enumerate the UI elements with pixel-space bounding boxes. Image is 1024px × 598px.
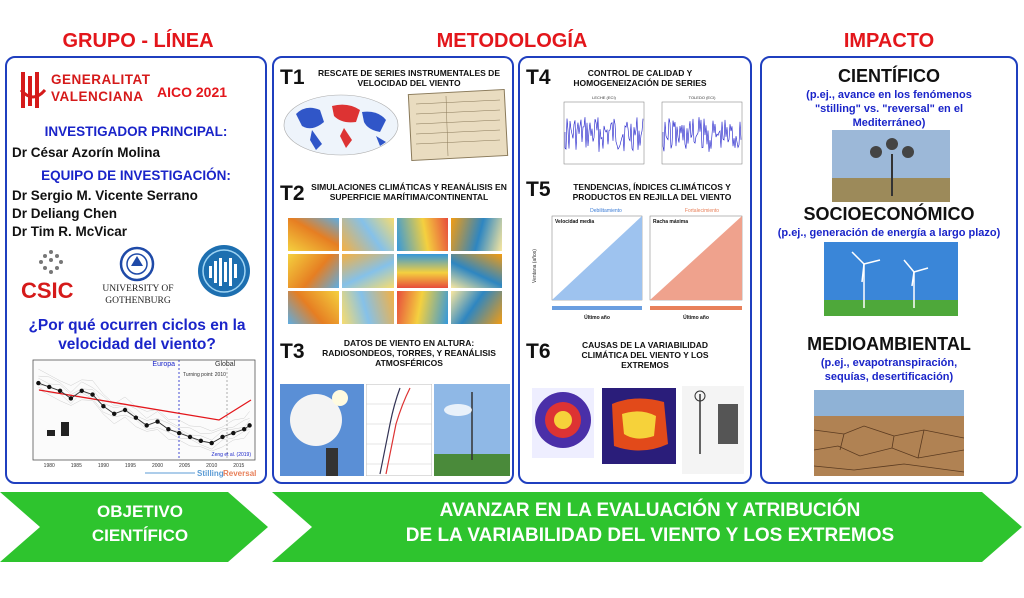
t5-right-title: Racha máxima: [653, 219, 689, 225]
project-label: AICO 2021: [157, 84, 228, 100]
t4-text: CONTROL DE CALIDAD Y HOMOGENEIZACIÓN DE SERIES: [573, 68, 707, 88]
impact-medio-heading: MEDIOAMBIENTAL: [807, 334, 971, 354]
t1-world-map-image: [282, 92, 400, 158]
team-member-2: Dr Deliang Chen: [12, 206, 118, 221]
impact-socio-sub: (p.ej., generación de energía a largo plazo): [777, 227, 1001, 239]
t2-text: SIMULACIONES CLIMÁTICAS Y REANÁLISIS EN SUPERFICIE MARÍTIMA/CONTINENTAL: [311, 182, 507, 202]
chart-xtick-label: 2005: [179, 463, 191, 469]
t6-attribution-images: [532, 384, 746, 476]
generalitat-line2: VALENCIANA: [51, 89, 144, 104]
column-title-grupo: GRUPO - LÍNEA: [62, 30, 214, 52]
t5-number: T5: [526, 178, 551, 201]
grupo-panel: [5, 56, 267, 484]
t6-text: CAUSAS DE LA VARIABILIDAD CLIMÁTICA DEL VIENTO Y LOS EXTREMOS: [581, 340, 709, 370]
t2-map-tile: [451, 291, 502, 324]
csic-logo-icon: [31, 248, 71, 276]
generalitat-line1: GENERALITAT: [51, 72, 151, 87]
chart-xtick-label: 1985: [70, 463, 82, 469]
chart-xtick-label: 2010: [206, 463, 218, 469]
turning-point-note: Turning point: 2010: [183, 372, 226, 378]
chart-point: [155, 419, 159, 423]
impact-cientifico-sub: (p.ej., avance en los fenómenos "stilling" vs. "reversal" en el Mediterráneo): [806, 89, 972, 129]
chart-point: [242, 427, 246, 431]
t2-map-tile: [288, 291, 339, 324]
t5-xlabel-left: Último año: [584, 315, 610, 321]
chart-point: [209, 441, 213, 445]
t5-text: TENDENCIAS, ÍNDICES CLIMÁTICOS Y PRODUCTOS EN REJILLA DEL VIENTO: [572, 182, 732, 202]
t3-number: T3: [280, 340, 305, 363]
t5-weak-label: Debilitamiento: [590, 208, 622, 214]
chart-point: [177, 431, 181, 435]
t1-ledger-image: [406, 88, 510, 162]
chart-credit: Zeng et al. (2019): [211, 452, 251, 458]
team-label: EQUIPO DE INVESTIGACIÓN:: [41, 168, 231, 183]
chart-xtick-label: 1995: [124, 463, 137, 469]
impacto-panel: [760, 56, 1018, 484]
chart-xtick-label: 1990: [97, 463, 109, 469]
t4-plot2-title: TOLEDO (ECI): [688, 95, 716, 100]
gothenburg-line1: UNIVERSITY OF: [102, 284, 174, 294]
t2-map-tile: [342, 218, 393, 251]
chart-point: [231, 431, 235, 435]
objective-main-line1: AVANZAR EN LA EVALUACIÓN Y ATRIBUCIÓN: [439, 500, 861, 521]
pi-name: Dr César Azorín Molina: [12, 145, 161, 160]
chart-point: [166, 427, 170, 431]
team-member-3: Dr Tim R. McVicar: [12, 224, 128, 239]
chart-point: [134, 415, 138, 419]
bar-before-tp: [47, 430, 55, 436]
t5-ylabel: Ventana (años): [532, 249, 538, 283]
t3-radiosonde-image: [280, 384, 364, 476]
t2-map-tile: [397, 254, 448, 287]
t2-map-tile: [342, 291, 393, 324]
chart-point: [90, 392, 94, 396]
legend-global: Global: [215, 361, 236, 368]
gothenburg-seal-icon: [119, 246, 155, 282]
objective-main-line2: DE LA VARIABILIDAD DEL VIENTO Y LOS EXTREMOS: [405, 525, 895, 546]
reversal-label: Reversal: [223, 469, 257, 478]
chart-point: [47, 385, 51, 389]
t3-skewt-image: [366, 384, 432, 476]
chart-point: [188, 435, 192, 439]
impact-cientifico-heading: CIENTÍFICO: [838, 66, 940, 86]
chart-point: [220, 435, 224, 439]
t1-text: RESCATE DE SERIES INSTRUMENTALES DE VELOCIDAD DEL VIENTO: [318, 68, 500, 88]
column-title-impacto: IMPACTO: [843, 30, 935, 52]
wind-trend-chart: [15, 356, 261, 480]
t2-number: T2: [280, 182, 305, 205]
chart-point: [247, 423, 251, 427]
chart-point: [69, 396, 73, 400]
pi-label: INVESTIGADOR PRINCIPAL:: [44, 124, 228, 139]
t3-text: DATOS DE VIENTO EN ALTURA: RADIOSONDEOS, TORRES, Y REANÁLISIS ATMOSFÉRICOS: [322, 338, 496, 368]
t5-strong-label: Fortalecimiento: [684, 208, 720, 214]
chart-xtick-label: 2000: [151, 463, 164, 469]
t4-number: T4: [526, 66, 551, 89]
chart-point: [145, 423, 149, 427]
column-title-metodologia: METODOLOGÍA: [436, 30, 588, 52]
t2-map-tile: [288, 254, 339, 287]
t6-number: T6: [526, 340, 551, 363]
chart-point: [112, 412, 116, 416]
csiro-label: [197, 86, 251, 87]
t2-map-tile: [451, 254, 502, 287]
t5-trend-matrices: [532, 206, 748, 324]
anemometer-image: [832, 130, 950, 202]
t2-map-tile: [288, 218, 339, 251]
team-member-1: Dr Sergio M. Vicente Serrano: [12, 188, 198, 203]
chart-point: [101, 404, 105, 408]
t1-number: T1: [280, 66, 305, 89]
t4-homogenization-plots: [560, 92, 746, 172]
chart-xtick-label: 1980: [43, 463, 55, 469]
bar-after-tp: [61, 422, 69, 436]
metodologia-panel-left: [272, 56, 514, 484]
t2-map-tile: [342, 254, 393, 287]
chart-point: [80, 389, 84, 393]
wind-turbines-image: [824, 242, 958, 316]
objective-line2: CIENTÍFICO: [91, 526, 189, 545]
t2-simulation-grid: [288, 218, 502, 324]
csic-label: CSIC: [21, 278, 74, 303]
chart-xtick-label: 2015: [233, 463, 245, 469]
t2-map-tile: [451, 218, 502, 251]
chart-point: [199, 439, 203, 443]
objective-line1: OBJETIVO: [97, 502, 183, 521]
generalitat-logo-icon: [19, 70, 47, 110]
chart-point: [58, 389, 62, 393]
t5-left-title: Velocidad media: [555, 219, 595, 225]
t3-tower-image: [434, 384, 510, 476]
t2-map-tile: [397, 291, 448, 324]
legend-europa: Europa: [152, 361, 175, 368]
chart-point: [36, 381, 40, 385]
metodologia-panel-right: [518, 56, 752, 484]
chart-point: [123, 408, 127, 412]
stilling-label: Stilling: [197, 469, 224, 478]
csiro-logo-icon: [197, 244, 251, 298]
t2-map-tile: [397, 218, 448, 251]
impact-medio-sub: (p.ej., evapotranspiración, sequías, desertificación): [820, 357, 958, 383]
drought-image: [814, 390, 964, 476]
research-question: ¿Por qué ocurren ciclos en la velocidad del viento?: [28, 317, 246, 353]
t5-xlabel-right: Último año: [683, 315, 709, 321]
gothenburg-line2: GOTHENBURG: [105, 296, 171, 306]
t4-plot1-title: LECHE (ECI): [592, 95, 616, 100]
impact-socio-heading: SOCIOECONÓMICO: [803, 204, 975, 224]
